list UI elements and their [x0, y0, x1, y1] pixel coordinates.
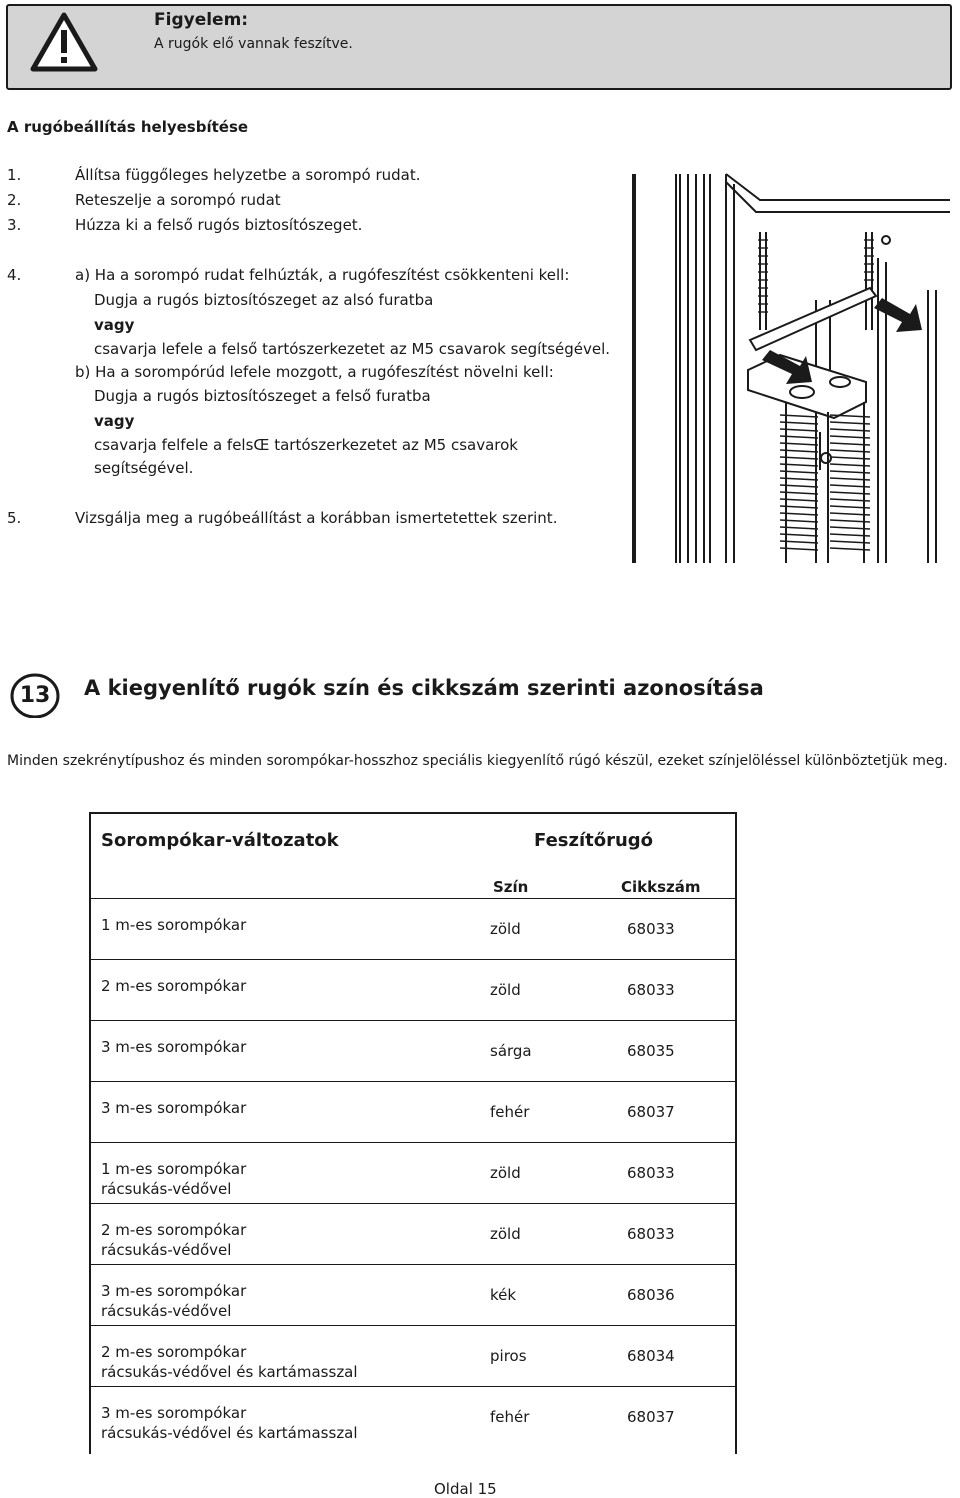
step4-a-option2: csavarja lefele a felső tartószerkezetet az M5 csavarok segítségével. — [94, 340, 611, 358]
step-text: Reteszelje a sorompó rudat — [75, 191, 281, 209]
table-cell-color: piros — [490, 1347, 527, 1365]
warning-title: Figyelem: — [154, 10, 249, 30]
table-cell-partno: 68033 — [627, 920, 675, 938]
table-divider — [89, 959, 737, 960]
table-cell-partno: 68033 — [627, 1225, 675, 1243]
step4-b-option1: Dugja a rugós biztosítószeget a felső furatba — [94, 387, 431, 405]
step-number: 1. — [7, 166, 22, 184]
step4-a-or: vagy — [94, 316, 135, 334]
step4-b-option2: csavarja felfele a felsŒ tartószerkezetet az M5 csavarok — [94, 436, 518, 454]
table-divider — [89, 1142, 737, 1143]
table-cell-partno: 68033 — [627, 1164, 675, 1182]
table-cell-color: kék — [490, 1286, 517, 1304]
table-cell-variant: 3 m-es sorompókar — [101, 1038, 247, 1056]
table-cell-partno: 68033 — [627, 981, 675, 999]
table-cell-color: zöld — [490, 1164, 521, 1182]
table-cell-variant: 2 m-es sorompókar — [101, 1221, 247, 1239]
table-cell-partno: 68037 — [627, 1408, 675, 1426]
warning-text: A rugók elő vannak feszítve. — [154, 36, 353, 52]
section-number: 13 — [19, 683, 51, 708]
section-intro: Minden szekrénytípushoz és minden sorompókar-hosszhoz speciális kiegyenlítő rúgó készül, ezeket színjelöléssel különböztetjük meg. — [7, 753, 948, 769]
table-divider — [89, 1325, 737, 1326]
table-cell-variant-detail: rácsukás-védővel és kartámasszal — [101, 1424, 358, 1442]
table-header-variant: Sorompókar-változatok — [101, 830, 339, 851]
step-number: 4. — [7, 266, 22, 284]
table-cell-variant-detail: rácsukás-védővel — [101, 1241, 232, 1259]
table-cell-variant: 2 m-es sorompókar — [101, 977, 247, 995]
step4-a-option1: Dugja a rugós biztosítószeget az alsó furatba — [94, 291, 434, 309]
warning-triangle-icon — [30, 12, 98, 72]
step-number: 3. — [7, 216, 22, 234]
table-cell-variant: 3 m-es sorompókar — [101, 1099, 247, 1117]
table-cell-variant: 1 m-es sorompókar — [101, 916, 247, 934]
section-heading: A rugóbeállítás helyesbítése — [7, 118, 249, 136]
table-divider — [89, 1020, 737, 1021]
table-cell-variant-detail: rácsukás-védővel — [101, 1180, 232, 1198]
step4-b-option2-cont: segítségével. — [94, 459, 194, 477]
table-cell-partno: 68037 — [627, 1103, 675, 1121]
table-header-color: Szín — [493, 878, 529, 896]
table-cell-partno: 68036 — [627, 1286, 675, 1304]
warning-box — [6, 4, 952, 90]
table-divider — [89, 1264, 737, 1265]
table-divider — [89, 1081, 737, 1082]
table-divider — [89, 898, 737, 899]
section-title: A kiegyenlítő rugók szín és cikkszám szerinti azonosítása — [84, 676, 764, 700]
arrow-icon — [874, 298, 922, 332]
step-number: 2. — [7, 191, 22, 209]
table-cell-variant-detail: rácsukás-védővel és kartámasszal — [101, 1363, 358, 1381]
table-cell-partno: 68034 — [627, 1347, 675, 1365]
table-cell-color: fehér — [490, 1103, 530, 1121]
table-header-spring: Feszítőrugó — [534, 830, 654, 851]
table-cell-variant: 3 m-es sorompókar — [101, 1404, 247, 1422]
page-number: Oldal 15 — [434, 1480, 497, 1498]
table-cell-color: sárga — [490, 1042, 532, 1060]
table-cell-color: fehér — [490, 1408, 530, 1426]
table-cell-variant: 3 m-es sorompókar — [101, 1282, 247, 1300]
table-cell-variant: 2 m-es sorompókar — [101, 1343, 247, 1361]
step4-b-or: vagy — [94, 412, 135, 430]
step4-b-text: b) Ha a sorompórúd lefele mozgott, a rugófeszítést növelni kell: — [75, 363, 554, 381]
table-cell-partno: 68035 — [627, 1042, 675, 1060]
table-cell-color: zöld — [490, 981, 521, 999]
step-number: 5. — [7, 509, 22, 527]
table-divider — [89, 1203, 737, 1204]
table-cell-color: zöld — [490, 920, 521, 938]
table-cell-variant: 1 m-es sorompókar — [101, 1160, 247, 1178]
table-divider — [89, 1386, 737, 1387]
table-cell-color: zöld — [490, 1225, 521, 1243]
step-text: Húzza ki a felső rugós biztosítószeget. — [75, 216, 363, 234]
step-text: Vizsgálja meg a rugóbeállítást a korábban ismertetettek szerint. — [75, 509, 558, 527]
step-text: Állítsa függőleges helyzetbe a sorompó rudat. — [75, 166, 421, 184]
table-cell-variant-detail: rácsukás-védővel — [101, 1302, 232, 1320]
step4-a-text: a) Ha a sorompó rudat felhúzták, a rugófeszítést csökkenteni kell: — [75, 266, 570, 284]
table-header-partno: Cikkszám — [621, 878, 701, 896]
spring-mechanism-illustration — [630, 170, 952, 565]
